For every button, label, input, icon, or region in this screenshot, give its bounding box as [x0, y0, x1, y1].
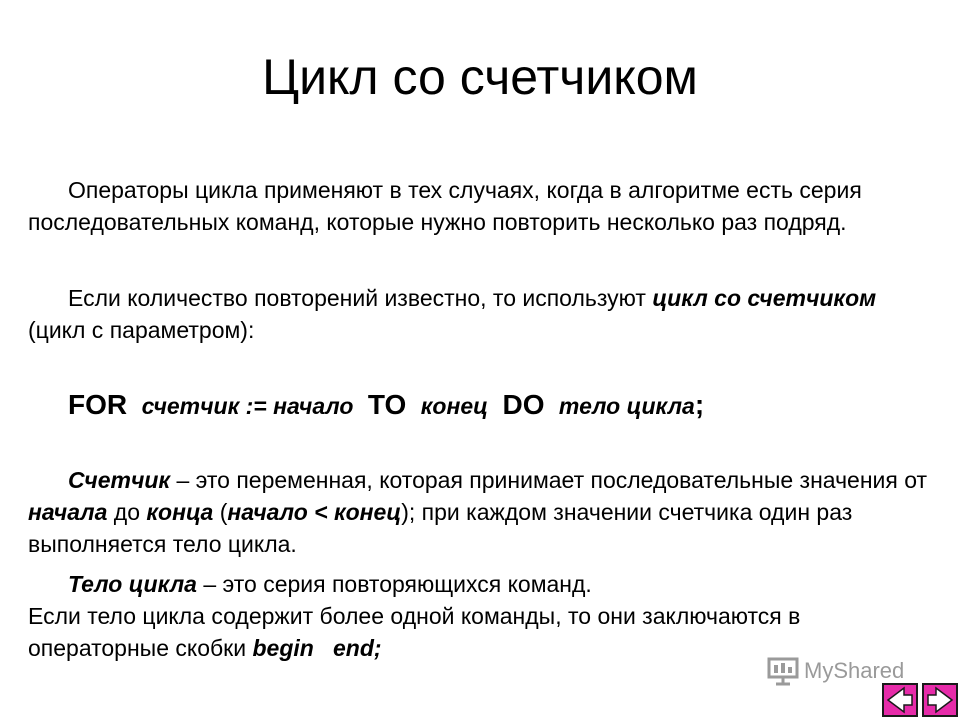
counter-definition-text-3: ( — [213, 499, 228, 525]
presentation-icon — [766, 656, 800, 686]
for-syntax-line — [68, 388, 704, 423]
paragraph-loop-operators-text: Операторы цикла применяют в тех случаях, когда в алгоритме есть серия последовательных команд, которые нужно повторить несколько раз подряд. — [28, 177, 862, 235]
term-end: конца — [146, 499, 214, 525]
term-counter-loop: цикл со счетчиком — [652, 285, 877, 311]
loop-body-text-2: Если тело цикла содержит более одной команды, то они заключаются в операторные скобки — [28, 603, 801, 661]
keyword-for: FOR — [68, 389, 128, 420]
keyword-gap — [314, 635, 333, 661]
syntax-loop-body: тело цикла — [558, 393, 695, 419]
syntax-semicolon: ; — [694, 389, 705, 420]
arrow-left-icon — [884, 685, 916, 715]
keyword-begin: begin — [252, 635, 314, 661]
paragraph-counter-loop-before: Если количество повторений известно, то используют — [68, 285, 653, 311]
next-slide-button[interactable] — [922, 683, 958, 717]
paragraph-counter-loop-intro — [28, 282, 928, 346]
paragraph-counter-definition — [28, 464, 928, 560]
keyword-do: DO — [502, 389, 545, 420]
syntax-counter-assign: счетчик := начало — [141, 393, 354, 419]
watermark — [766, 656, 904, 686]
keyword-to: TO — [367, 389, 407, 420]
term-loop-body: Тело цикла — [68, 571, 197, 597]
term-start: начала — [28, 499, 108, 525]
term-condition: начало < конец — [227, 499, 402, 525]
syntax-end: конец — [420, 393, 489, 419]
watermark-text: MyShared — [804, 658, 905, 683]
counter-definition-text-4: ); при каждом значении счетчика один раз выполняется тело цикла. — [28, 499, 853, 557]
paragraph-counter-loop-after: (цикл с параметром): — [28, 317, 255, 343]
counter-definition-text-1: – это переменная, которая принимает последовательные значения от — [170, 467, 928, 493]
loop-body-text-1: – это серия повторяющихся команд. — [196, 571, 592, 597]
term-counter: Счетчик — [68, 467, 171, 493]
counter-definition-text-2: до — [107, 499, 147, 525]
arrow-right-icon — [924, 685, 956, 715]
keyword-end: end; — [333, 635, 382, 661]
previous-slide-button[interactable] — [882, 683, 918, 717]
page-title: Цикл со счетчиком — [262, 49, 698, 105]
paragraph-loop-body — [28, 568, 928, 664]
paragraph-loop-operators — [28, 174, 928, 238]
